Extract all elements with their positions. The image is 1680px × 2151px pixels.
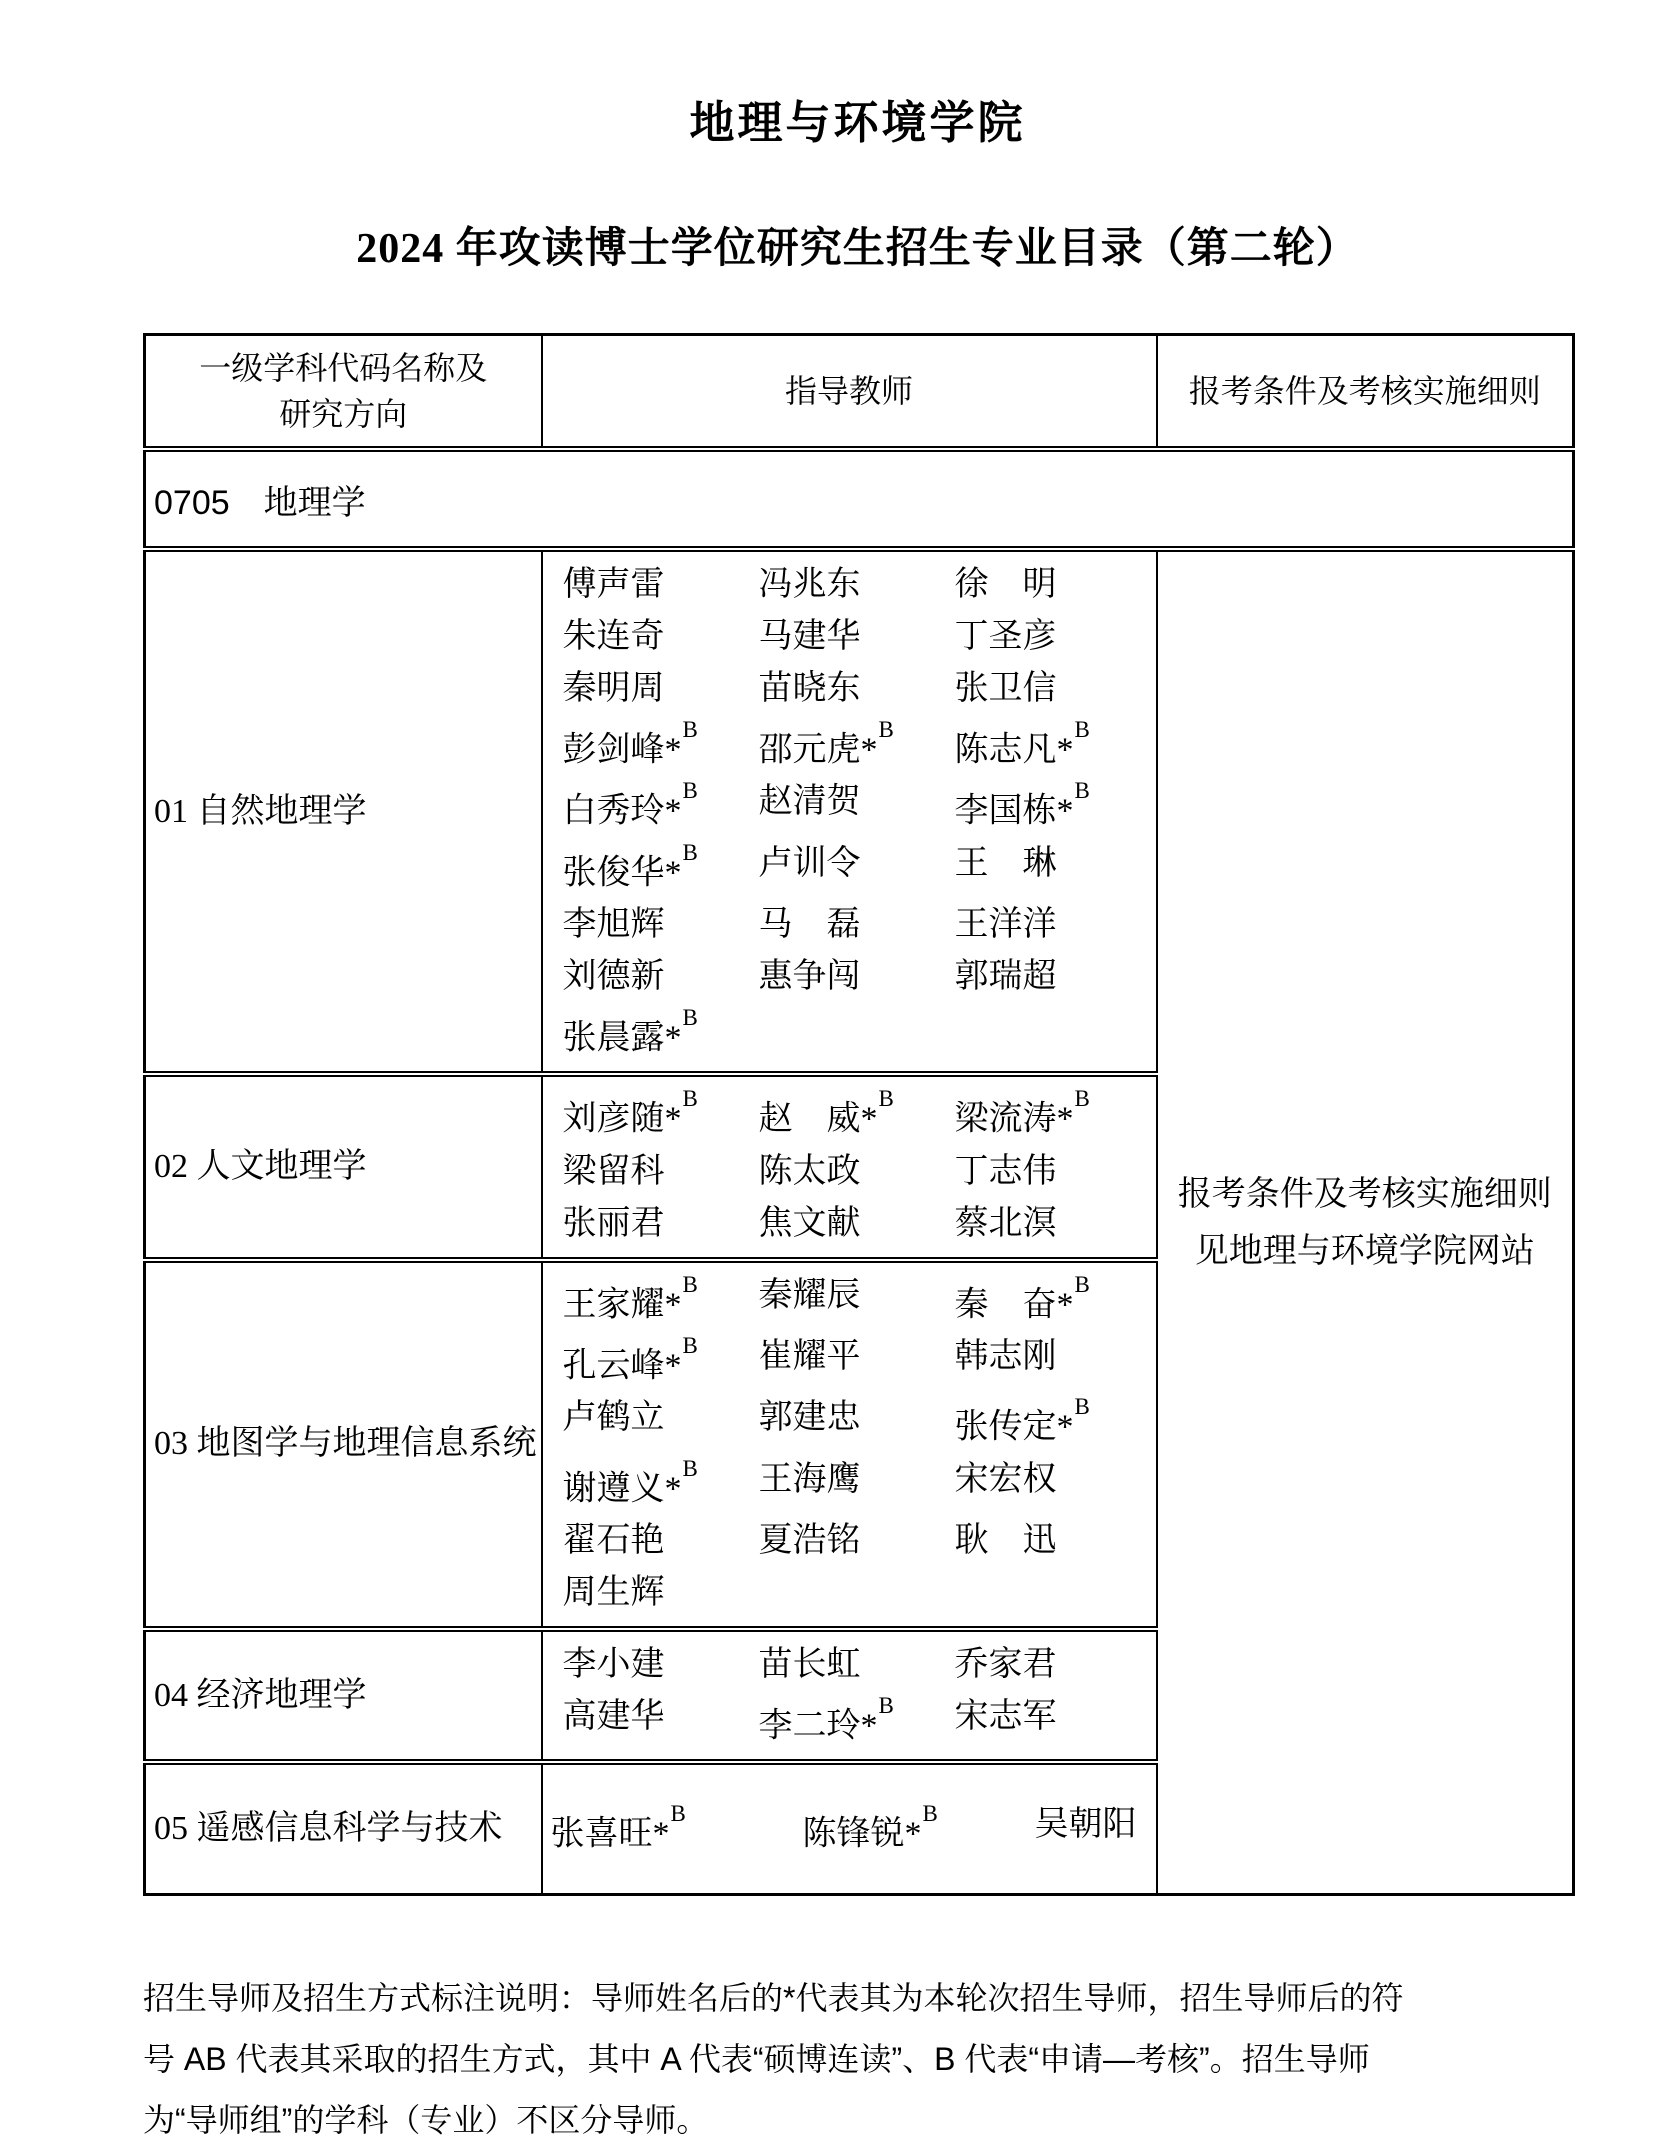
supervisor-name: 傅声雷 xyxy=(562,566,665,603)
section-supervisors xyxy=(542,1260,1157,1629)
supervisor-name: 朱连奇 xyxy=(562,618,665,655)
section-supervisors xyxy=(542,1074,1157,1259)
supervisor-row xyxy=(563,1331,1156,1392)
footnote-line: 号 AB 代表其采取的招生方式，其中 A 代表“硕博连读”、B 代表“申请—考核”。招生导师 xyxy=(143,2041,1370,2078)
discipline-row xyxy=(145,449,1574,549)
supervisor-name: 孔云峰*$^B$ xyxy=(562,1332,698,1385)
catalog-table-header xyxy=(145,335,1574,450)
supervisor-name: 刘德新 xyxy=(562,957,665,995)
section-label: 01 自然地理学 xyxy=(145,549,542,1074)
admission-mode-tag: B xyxy=(682,1271,698,1297)
supervisor-name: 高建华 xyxy=(562,1697,665,1735)
supervisor-name: 卢鹤立 xyxy=(562,1399,665,1437)
supervisor-name xyxy=(759,1003,955,1064)
supervisor-name: 冯兆东 xyxy=(758,566,861,603)
supervisor-name xyxy=(955,1003,1156,1064)
supervisor-name: 彭剑峰*$^B$ xyxy=(562,717,698,769)
admission-mode-tag: B xyxy=(1074,1086,1090,1112)
admission-mode-tag: B xyxy=(878,717,894,742)
supervisor-name: 卢训令 xyxy=(758,844,861,882)
admission-mode-tag: B xyxy=(682,1004,698,1030)
supervisor-row xyxy=(563,1198,1156,1250)
supervisor-name: 李国栋*$^B$ xyxy=(954,778,1090,830)
section-label: 02 人文地理学 xyxy=(145,1074,542,1259)
supervisor-name: 马 磊 xyxy=(758,905,861,943)
catalog-table xyxy=(143,333,1575,1896)
supervisor-name: 宋志军 xyxy=(954,1697,1057,1735)
supervisor-row xyxy=(563,715,1156,776)
supervisor-name: 邵元虎*$^B$ xyxy=(758,717,894,769)
supervisor-name: 谢遵义*$^B$ xyxy=(562,1455,698,1507)
supervisor-name: 刘彦随*$^B$ xyxy=(562,1086,698,1138)
supervisor-row xyxy=(563,838,1156,899)
conditions-line: 见地理与环境学院网站 xyxy=(1194,1232,1535,1270)
supervisor-name: 夏浩铭 xyxy=(758,1521,861,1559)
supervisor-name: 翟石艳 xyxy=(562,1521,665,1559)
admission-mode-tag: B xyxy=(682,778,698,804)
supervisor-name: 张俊华*$^B$ xyxy=(562,839,698,891)
section-label: 03 地图学与地理信息系统 xyxy=(145,1260,542,1629)
supervisor-name: 惠争闯 xyxy=(758,957,861,995)
supervisor-row xyxy=(563,1270,1156,1331)
supervisor-name: 陈锋锐*$^B$ xyxy=(802,1800,938,1852)
admission-mode-tag: B xyxy=(670,1800,686,1826)
supervisor-name: 郭建忠 xyxy=(758,1399,861,1437)
admission-mode-tag: B xyxy=(1074,1271,1090,1297)
header-conditions-column: 报考条件及考核实施细则 xyxy=(1157,335,1574,450)
admission-mode-tag: B xyxy=(1074,717,1090,742)
admission-mode-tag: B xyxy=(682,1332,698,1358)
supervisor-row xyxy=(563,899,1156,951)
admission-mode-tag: B xyxy=(682,1455,698,1481)
supervisor-name xyxy=(955,1567,1156,1619)
supervisor-name: 徐 明 xyxy=(954,566,1057,603)
admission-mode-tag: B xyxy=(922,1800,938,1826)
supervisor-row xyxy=(551,1799,1156,1860)
supervisor-name xyxy=(759,1567,955,1619)
section-label: 05 遥感信息科学与技术 xyxy=(145,1762,542,1895)
supervisor-row xyxy=(563,1392,1156,1453)
header-discipline-column xyxy=(145,335,542,450)
supervisor-name: 苗晓东 xyxy=(758,670,861,707)
section-label: 04 经济地理学 xyxy=(145,1629,542,1762)
supervisor-row xyxy=(563,1146,1156,1198)
supervisor-name: 马建华 xyxy=(758,618,861,655)
supervisor-name: 梁流涛*$^B$ xyxy=(954,1086,1090,1138)
supervisor-row xyxy=(563,611,1156,663)
admission-mode-tag: B xyxy=(878,1692,894,1718)
supervisor-name: 丁志伟 xyxy=(954,1152,1057,1190)
footnote-line: 招生导师及招生方式标注说明：导师姓名后的*代表其为本轮次招生导师，招生导师后的符 xyxy=(143,1980,1404,2017)
supervisor-name: 王海鹰 xyxy=(758,1460,861,1498)
supervisor-row xyxy=(563,559,1156,611)
supervisor-name: 苗长虹 xyxy=(758,1645,861,1683)
admission-mode-tag: B xyxy=(682,839,698,865)
supervisor-name: 吴朝阳 xyxy=(1034,1805,1137,1843)
supervisor-name: 耿 迅 xyxy=(954,1521,1057,1559)
page-title-catalog: 2024 年攻读博士学位研究生招生专业目录（第二轮） xyxy=(356,226,1359,272)
supervisor-name: 赵清贺 xyxy=(758,783,861,821)
supervisor-name: 白秀玲*$^B$ xyxy=(562,778,698,830)
catalog-table-body xyxy=(145,549,1574,1895)
supervisor-name: 李旭辉 xyxy=(562,905,665,943)
supervisor-row xyxy=(563,1454,1156,1515)
footnote xyxy=(143,1968,1572,2151)
supervisor-name: 张传定*$^B$ xyxy=(954,1394,1090,1446)
supervisor-row xyxy=(563,1084,1156,1145)
supervisor-row xyxy=(563,1003,1156,1064)
supervisor-row xyxy=(563,1639,1156,1691)
supervisor-name: 王洋洋 xyxy=(954,905,1057,943)
admission-mode-tag: B xyxy=(682,717,698,742)
header-discipline-line2: 研究方向 xyxy=(279,396,408,432)
supervisor-name: 王 琳 xyxy=(954,844,1057,882)
supervisor-name: 张喜旺*$^B$ xyxy=(550,1800,686,1852)
admission-mode-tag: B xyxy=(682,1086,698,1112)
supervisor-name: 秦耀辰 xyxy=(758,1276,861,1314)
supervisor-name: 宋宏权 xyxy=(954,1460,1057,1498)
conditions-line: 报考条件及考核实施细则 xyxy=(1177,1175,1552,1213)
supervisor-name: 李小建 xyxy=(562,1645,665,1683)
supervisor-name: 陈志凡*$^B$ xyxy=(954,717,1090,769)
supervisor-name: 陈太政 xyxy=(758,1152,861,1190)
section-supervisors xyxy=(542,1762,1157,1895)
header-discipline-line1: 一级学科代码名称及 xyxy=(199,350,488,386)
supervisor-row xyxy=(563,951,1156,1003)
section-supervisors xyxy=(542,549,1157,1074)
supervisor-name: 韩志刚 xyxy=(954,1337,1057,1375)
supervisor-name: 梁留科 xyxy=(562,1152,665,1190)
section-row xyxy=(145,549,1574,1074)
supervisor-row xyxy=(563,1567,1156,1619)
supervisor-name: 李二玲*$^B$ xyxy=(758,1692,894,1745)
supervisor-name: 赵 威*$^B$ xyxy=(758,1086,894,1138)
supervisor-name: 秦 奋*$^B$ xyxy=(954,1271,1090,1323)
supervisor-name: 秦明周 xyxy=(562,670,665,707)
supervisor-name: 郭瑞超 xyxy=(954,957,1057,995)
supervisor-name: 张卫信 xyxy=(954,670,1057,707)
supervisor-name: 张晨露*$^B$ xyxy=(562,1004,698,1057)
header-supervisors-column: 指导教师 xyxy=(542,335,1157,450)
supervisor-name: 焦文献 xyxy=(758,1204,861,1242)
supervisor-name: 丁圣彦 xyxy=(954,618,1057,655)
supervisor-name: 王家耀*$^B$ xyxy=(562,1271,698,1323)
supervisor-name: 周生辉 xyxy=(562,1573,665,1611)
footnote-line: 为“导师组”的学科（专业）不区分导师。 xyxy=(143,2102,709,2139)
discipline-code-label: 0705 地理学 xyxy=(145,449,1574,549)
supervisor-row xyxy=(563,1515,1156,1567)
admission-mode-tag: B xyxy=(878,1086,894,1112)
supervisor-name: 乔家君 xyxy=(954,1645,1057,1683)
conditions-note xyxy=(1157,549,1574,1895)
supervisor-row xyxy=(563,1691,1156,1752)
admission-mode-tag: B xyxy=(1074,1394,1090,1420)
supervisor-row xyxy=(563,663,1156,715)
supervisor-row xyxy=(563,776,1156,837)
supervisor-name: 蔡北溟 xyxy=(954,1204,1057,1242)
page-title-college: 地理与环境学院 xyxy=(689,98,1026,148)
admission-mode-tag: B xyxy=(1074,778,1090,804)
supervisor-name: 张丽君 xyxy=(562,1204,665,1242)
supervisor-name: 崔耀平 xyxy=(758,1337,861,1375)
section-supervisors xyxy=(542,1629,1157,1762)
